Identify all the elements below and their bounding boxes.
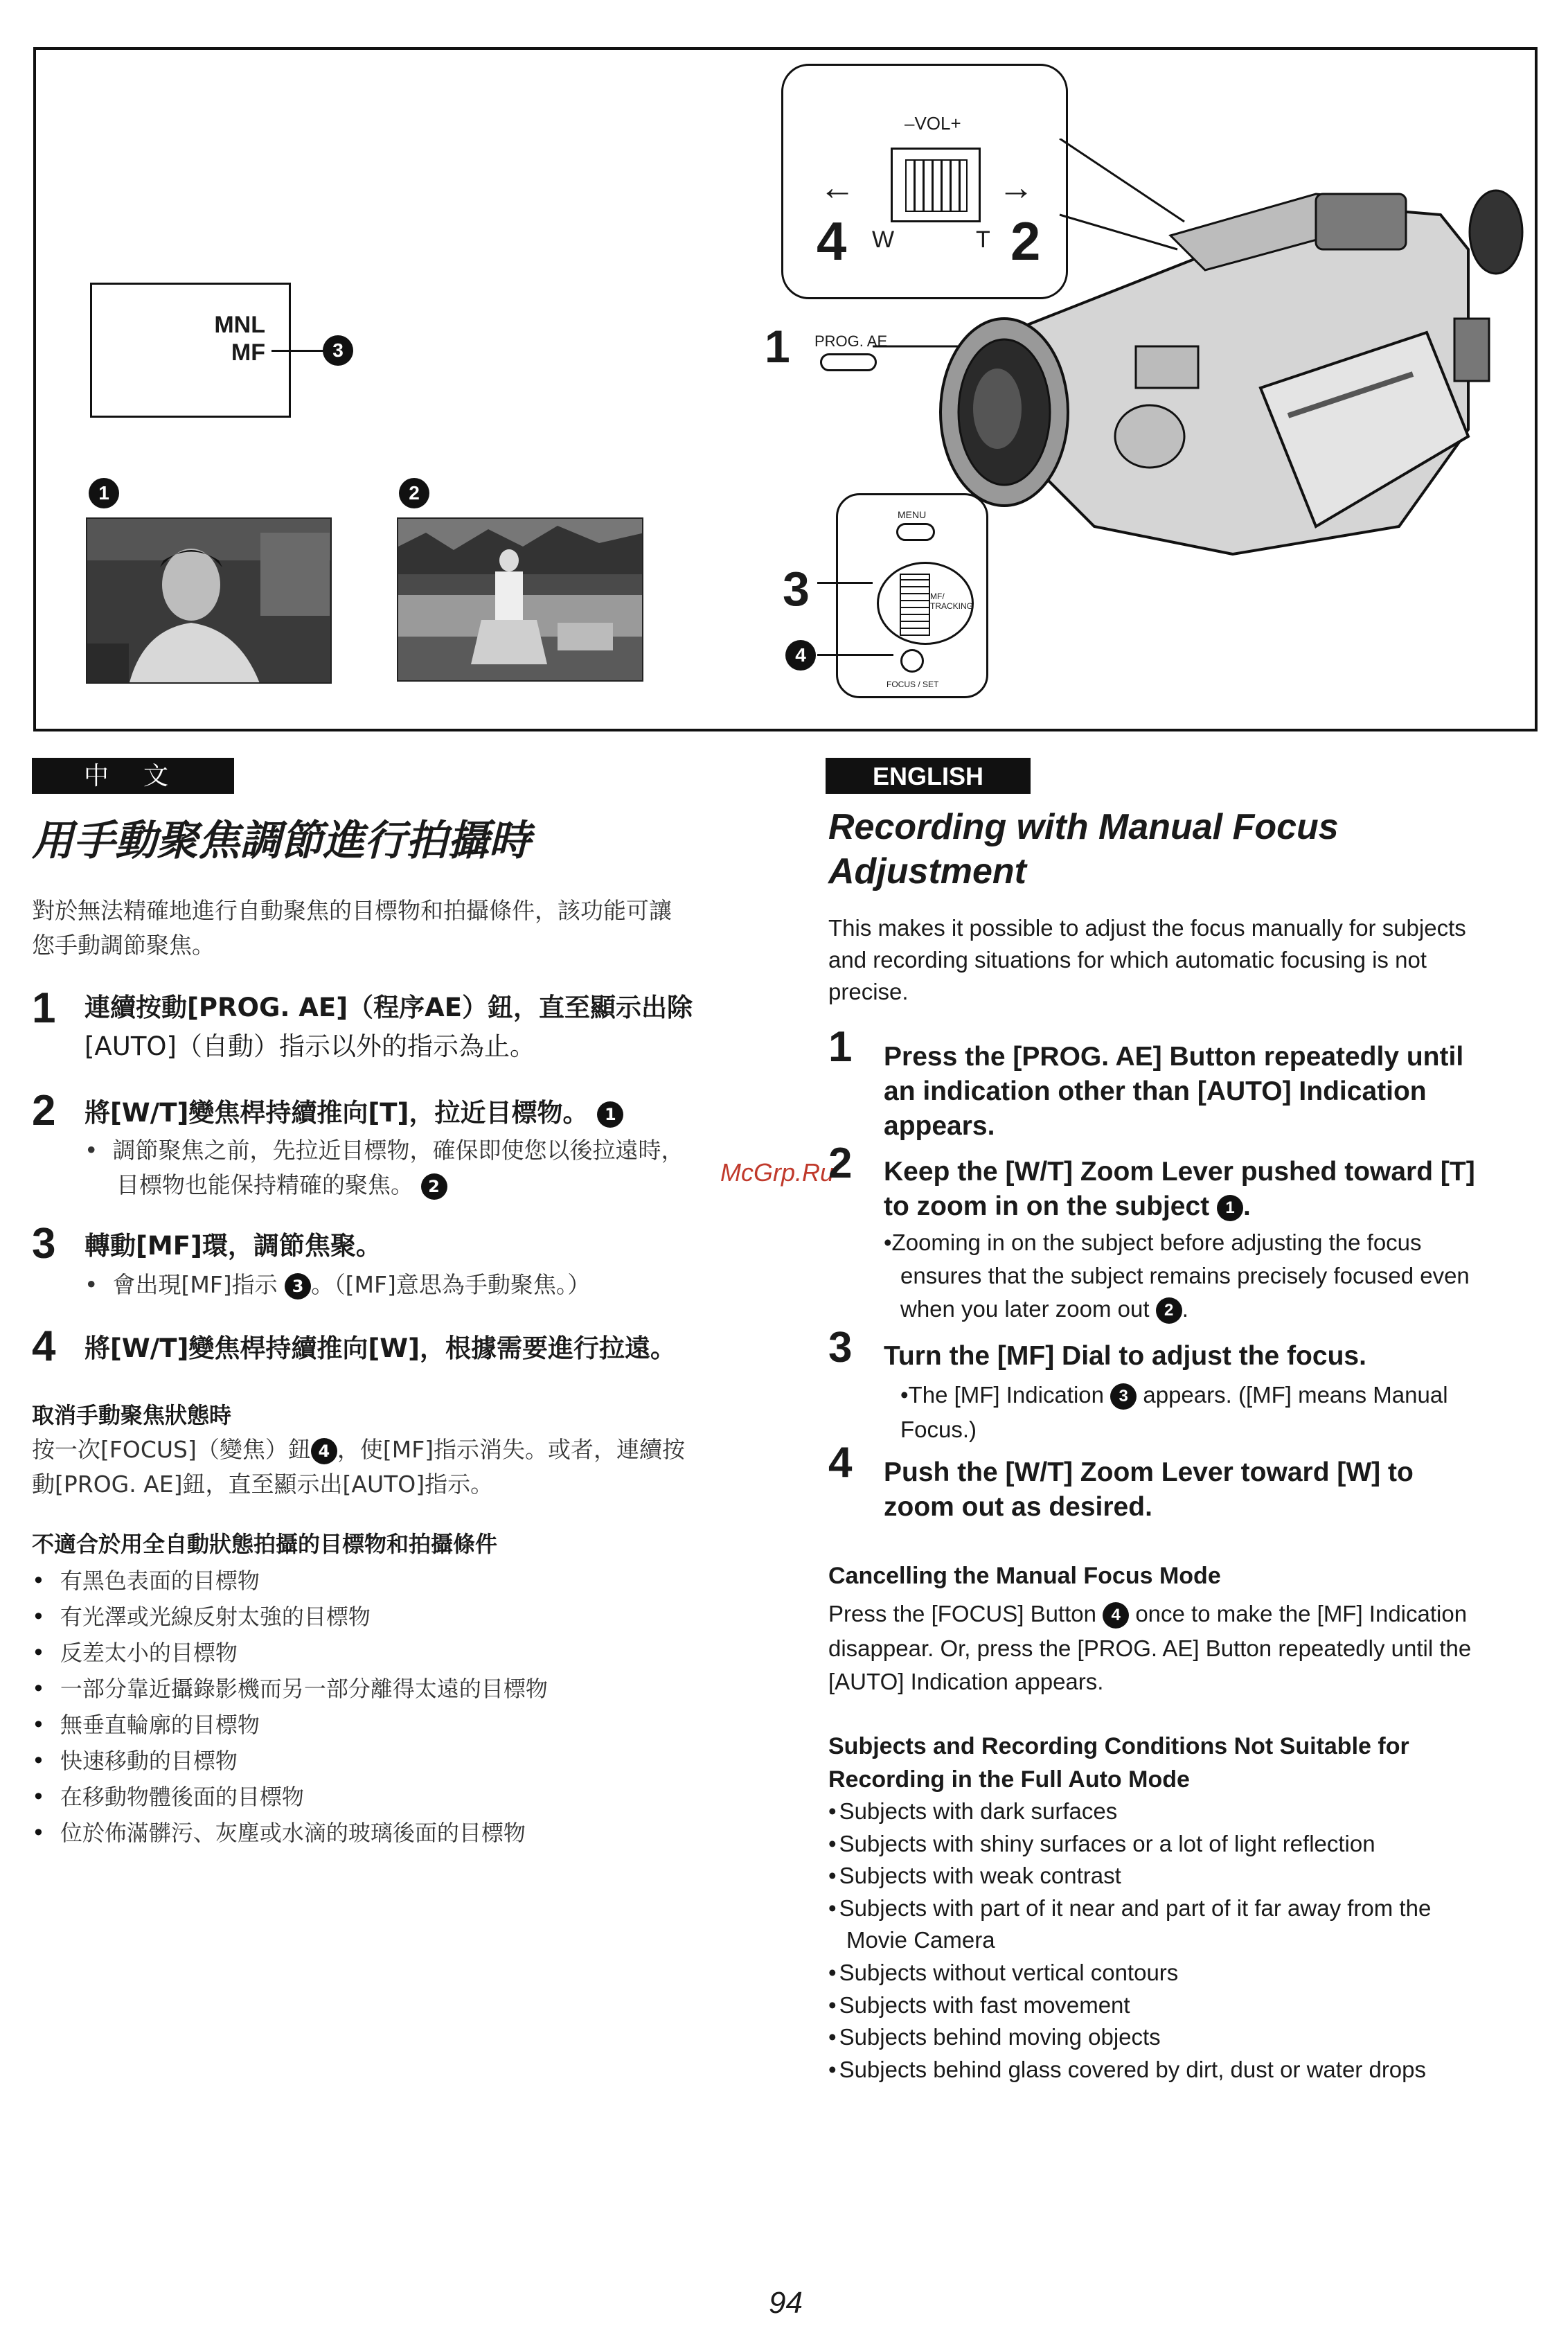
en-step2-marker: 1 bbox=[1217, 1195, 1243, 1221]
en-cancel-line2: disappear. Or, press the [PROG. AE] Button repeatedly until the bbox=[828, 1635, 1472, 1661]
zh-step3-sub-text-a: 會出現[MF]指示 bbox=[112, 1271, 278, 1298]
en-step3-sub-line1 bbox=[900, 1378, 1448, 1412]
zh-cancel-heading: 取消手動聚焦狀態時 bbox=[32, 1402, 232, 1428]
list-item: • 位於佈滿髒污、灰塵或水滴的玻璃後面的目標物 bbox=[32, 1815, 548, 1851]
list-item: • Subjects without vertical contours bbox=[828, 1957, 1431, 1989]
photo2-marker: 2 bbox=[399, 478, 429, 508]
en-step2-sub-line3: when you later zoom out 2 . bbox=[900, 1293, 1188, 1326]
en-step4-line1: Push the [W/T] Zoom Lever toward [W] to bbox=[884, 1457, 1414, 1487]
viewfinder-display bbox=[90, 283, 291, 418]
mf-dial-step: 3 bbox=[783, 562, 810, 616]
zh-step2-number: 2 bbox=[32, 1087, 56, 1135]
photo-zoomed-in bbox=[86, 517, 332, 684]
en-step2-text: to zoom in on the subject bbox=[884, 1191, 1210, 1221]
menu-label: MENU bbox=[898, 509, 927, 520]
en-cancel-line1 bbox=[828, 1597, 1467, 1630]
zh-step4-line1: 將[W/T]變焦桿持續推向[W]，根據需要進行拉遠。 bbox=[84, 1333, 677, 1363]
zh-step1-line1: 連續按動[PROG. AE]（程序AE）鈕，直至顯示出除 bbox=[84, 993, 693, 1022]
list-item: • 有黑色表面的目標物 bbox=[32, 1563, 548, 1599]
en-cancel-text-b: once to make the [MF] Indication bbox=[1135, 1601, 1468, 1626]
en-step3-sub-text-a: •The [MF] Indication bbox=[900, 1382, 1105, 1408]
watermark: McGrp.Ru bbox=[720, 1158, 835, 1187]
en-step1-line3: appears. bbox=[884, 1111, 995, 1141]
zh-step3-sub-marker: 3 bbox=[285, 1273, 311, 1299]
en-step2-sub-marker: 2 bbox=[1156, 1297, 1182, 1324]
en-cancel-marker: 4 bbox=[1103, 1602, 1129, 1629]
prog-ae-button bbox=[820, 353, 877, 371]
list-item: • 在移動物體後面的目標物 bbox=[32, 1779, 548, 1815]
en-step1-line2: an indication other than [AUTO] Indication bbox=[884, 1076, 1427, 1106]
en-step2-line1: Keep the [W/T] Zoom Lever pushed toward [T] bbox=[884, 1157, 1475, 1187]
en-page-title-line2: Adjustment bbox=[828, 851, 1026, 891]
en-step2-sub-line2: ensures that the subject remains precisely focused even bbox=[900, 1263, 1470, 1288]
en-step4-line2: zoom out as desired. bbox=[884, 1492, 1152, 1522]
en-step3-number: 3 bbox=[828, 1324, 853, 1372]
zh-page-title: 用手動聚焦調節進行拍攝時 bbox=[32, 817, 531, 865]
list-item: • Subjects with dark surfaces bbox=[828, 1795, 1431, 1828]
zh-cancel-line2: 動[PROG. AE]鈕，直至顯示出[AUTO]指示。 bbox=[32, 1471, 494, 1498]
dial-leader-line bbox=[817, 582, 873, 584]
zoom-w-step: 4 bbox=[817, 211, 847, 272]
zh-intro-line1: 對於無法精確地進行自動聚焦的目標物和拍攝條件，該功能可讓 bbox=[32, 897, 672, 924]
en-step3-sub-marker: 3 bbox=[1110, 1383, 1137, 1410]
list-item: Movie Camera bbox=[846, 1927, 995, 1953]
page-number: 94 bbox=[769, 2286, 803, 2320]
focus-set-button bbox=[900, 649, 924, 673]
zh-step1-line2: [AUTO]（自動）指示以外的指示為止。 bbox=[84, 1031, 535, 1061]
en-step1-number: 1 bbox=[828, 1023, 853, 1071]
mf-dial-inset bbox=[836, 493, 988, 698]
zh-step2-sub-text2: 目標物也能保持精確的聚焦。 bbox=[116, 1171, 413, 1198]
zh-step3-line1: 轉動[MF]環，調節焦聚。 bbox=[84, 1231, 382, 1261]
zh-step2-line1 bbox=[84, 1094, 623, 1132]
list-item: • Subjects behind moving objects bbox=[828, 2021, 1431, 2054]
zh-step3-sub-text-b: 。（[MF]意思為手動聚焦。） bbox=[311, 1271, 591, 1298]
zh-step2-sub-line1: • 調節聚焦之前，先拉近目標物，確保即使您以後拉遠時， bbox=[84, 1137, 684, 1164]
en-cancel-text-a: Press the [FOCUS] Button bbox=[828, 1601, 1096, 1626]
zoom-t-step: 2 bbox=[1010, 211, 1041, 272]
prog-ae-step: 1 bbox=[765, 321, 790, 372]
focus-set-label: FOCUS / SET bbox=[887, 680, 939, 689]
zh-step2-sub-line2 bbox=[116, 1168, 447, 1203]
list-item: • 一部分靠近攝錄影機而另一部分離得太遠的目標物 bbox=[32, 1671, 548, 1707]
zh-step2-sub-marker: 2 bbox=[421, 1173, 447, 1200]
zh-step1-number: 1 bbox=[32, 984, 56, 1032]
photo1-marker: 1 bbox=[89, 478, 119, 508]
en-unsuitable-heading-line2: Recording in the Full Auto Mode bbox=[828, 1766, 1190, 1793]
list-item: • Subjects behind glass covered by dirt, dust or water drops bbox=[828, 2054, 1431, 2086]
en-unsuitable-list bbox=[828, 1795, 1431, 2086]
en-step2-line2: to zoom in on the subject 1 . bbox=[884, 1191, 1251, 1221]
en-step3-line1: Turn the [MF] Dial to adjust the focus. bbox=[884, 1341, 1366, 1371]
focus-leader-line bbox=[817, 654, 893, 656]
en-step3-sub-text-b: appears. ([MF] means Manual bbox=[1143, 1382, 1448, 1408]
list-item: • 無垂直輪廓的目標物 bbox=[32, 1707, 548, 1743]
en-step1-line1: Press the [PROG. AE] Button repeatedly until bbox=[884, 1042, 1464, 1072]
mf-indicator: MF bbox=[231, 339, 265, 366]
zh-cancel-marker: 4 bbox=[311, 1438, 337, 1464]
zh-cancel-text-b: ，使[MF]指示消失。或者，連續按 bbox=[337, 1436, 686, 1463]
focus-button-marker: 4 bbox=[785, 640, 816, 671]
en-step3-sub-line2: Focus.) bbox=[900, 1417, 977, 1442]
zh-unsuitable-list bbox=[32, 1563, 548, 1851]
mnl-indicator: MNL bbox=[214, 312, 265, 338]
en-intro-line1: This makes it possible to adjust the focus manually for subjects bbox=[828, 915, 1466, 941]
en-step2-number: 2 bbox=[828, 1139, 853, 1187]
photo-zoomed-out bbox=[397, 517, 643, 682]
zoom-w-label: W bbox=[872, 227, 895, 253]
zh-step2-marker: 1 bbox=[597, 1101, 623, 1128]
prog-ae-label: PROG. AE bbox=[814, 332, 888, 350]
en-cancel-heading: Cancelling the Manual Focus Mode bbox=[828, 1563, 1221, 1589]
tracking-label: TRACKING bbox=[930, 601, 974, 611]
zh-step2-text: 將[W/T]變焦桿持續推向[T]，拉近目標物。 bbox=[84, 1098, 589, 1128]
arrow-right-icon: → bbox=[998, 168, 1034, 208]
zh-step4-number: 4 bbox=[32, 1322, 56, 1370]
en-intro-line3: precise. bbox=[828, 979, 909, 1004]
en-step4-number: 4 bbox=[828, 1439, 853, 1487]
en-cancel-line3: [AUTO] Indication appears. bbox=[828, 1669, 1104, 1694]
arrow-left-icon: ← bbox=[819, 168, 855, 208]
en-step2-sub-text3: when you later zoom out bbox=[900, 1296, 1150, 1322]
zh-cancel-line1 bbox=[32, 1432, 685, 1467]
zh-intro-line2: 您手動調節聚焦。 bbox=[32, 932, 215, 959]
en-language-bar: ENGLISH bbox=[826, 758, 1031, 794]
mf-leader-line bbox=[271, 350, 324, 352]
list-item: • Subjects with part of it near and part of it far away from the bbox=[828, 1892, 1431, 1925]
zh-cancel-text-a: 按一次[FOCUS]（變焦）鈕 bbox=[32, 1436, 311, 1463]
zh-step3-number: 3 bbox=[32, 1220, 56, 1268]
en-unsuitable-heading-line1: Subjects and Recording Conditions Not Suitable for bbox=[828, 1733, 1409, 1759]
callout-3-marker: 3 bbox=[323, 335, 353, 366]
zh-language-bar: 中 文 bbox=[32, 758, 234, 794]
zh-step2-sub-text1: 調節聚焦之前，先拉近目標物，確保即使您以後拉遠時， bbox=[112, 1137, 684, 1164]
list-item: • Subjects with fast movement bbox=[828, 1989, 1431, 2022]
list-item: • 反差太小的目標物 bbox=[32, 1635, 548, 1671]
vol-label: –VOL+ bbox=[905, 113, 961, 134]
mf-dial bbox=[877, 562, 974, 645]
zh-step3-sub: • 會出現[MF]指示 3 。（[MF]意思為手動聚焦。） bbox=[84, 1271, 591, 1298]
en-intro-line2: and recording situations for which automatic focusing is not bbox=[828, 947, 1427, 973]
en-page-title-line1: Recording with Manual Focus bbox=[828, 807, 1339, 847]
list-item: • Subjects with weak contrast bbox=[828, 1860, 1431, 1892]
list-item: • Subjects with shiny surfaces or a lot of light reflection bbox=[828, 1828, 1431, 1861]
zoom-t-label: T bbox=[976, 227, 990, 253]
menu-button bbox=[896, 523, 935, 541]
list-item: • 快速移動的目標物 bbox=[32, 1743, 548, 1779]
list-item: • 有光澤或光線反射太強的目標物 bbox=[32, 1599, 548, 1635]
zh-unsuitable-heading: 不適合於用全自動狀態拍攝的目標物和拍攝條件 bbox=[32, 1531, 498, 1557]
mf-label: MF/ bbox=[930, 592, 945, 601]
en-step2-sub-line1: •Zooming in on the subject before adjusting the focus bbox=[884, 1230, 1422, 1255]
